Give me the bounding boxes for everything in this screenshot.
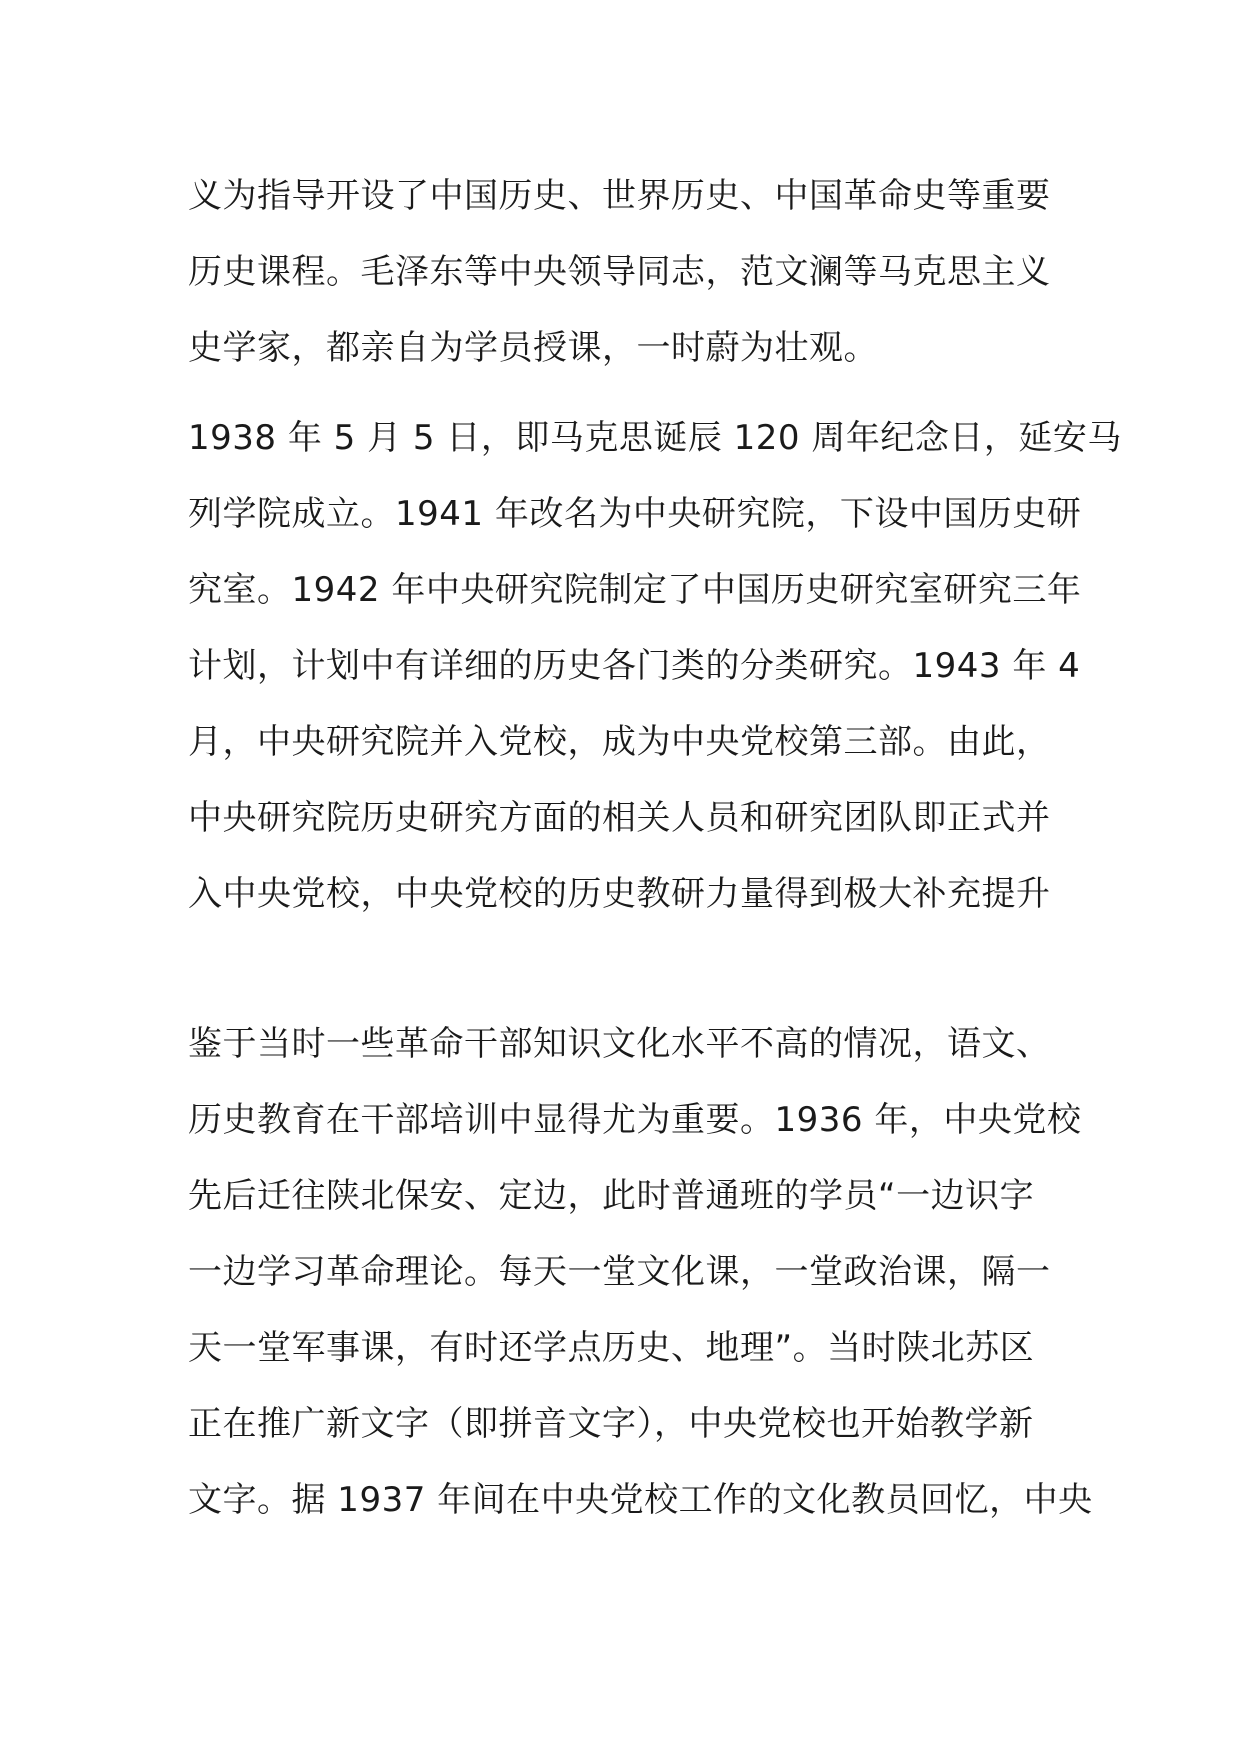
text-line: 1938 年 5 月 5 日，即马克思诞辰 120 周年纪念日，延安马 bbox=[188, 418, 1122, 458]
text-line: 天一堂军事课，有时还学点历史、地理”。当时陕北苏区 bbox=[188, 1328, 1035, 1368]
paragraph-3 bbox=[188, 1006, 1093, 1538]
text-line: 一边学习革命理论。每天一堂文化课，一堂政治课，隔一 bbox=[188, 1252, 1051, 1292]
text-line: 历史教育在干部培训中显得尤为重要。1936 年，中央党校 bbox=[188, 1100, 1082, 1140]
text-line: 文字。据 1937 年间在中央党校工作的文化教员回忆，中央 bbox=[188, 1480, 1093, 1520]
text-line: 鉴于当时一些革命干部知识文化水平不高的情况，语文、 bbox=[188, 1024, 1051, 1064]
text-line: 列学院成立。1941 年改名为中央研究院，下设中国历史研 bbox=[188, 494, 1082, 534]
text-line: 月，中央研究院并入党校，成为中央党校第三部。由此， bbox=[188, 722, 1051, 762]
text-line: 正在推广新文字（即拼音文字），中央党校也开始教学新 bbox=[188, 1404, 1034, 1444]
text-line: 究室。1942 年中央研究院制定了中国历史研究室研究三年 bbox=[188, 570, 1082, 610]
text-line: 中央研究院历史研究方面的相关人员和研究团队即正式并 bbox=[188, 798, 1051, 838]
paragraph-1 bbox=[188, 158, 1068, 386]
text-line: 史学家，都亲自为学员授课，一时蔚为壮观。 bbox=[188, 328, 878, 368]
text-line: 历史课程。毛泽东等中央领导同志，范文澜等马克思主义 bbox=[188, 252, 1051, 292]
text-line: 义为指导开设了中国历史、世界历史、中国革命史等重要 bbox=[188, 176, 1051, 216]
text-line: 计划，计划中有详细的历史各门类的分类研究。1943 年 4 bbox=[188, 646, 1081, 686]
text-line: 入中央党校，中央党校的历史教研力量得到极大补充提升 bbox=[188, 874, 1051, 914]
text-line: 先后迁往陕北保安、定边，此时普通班的学员“一边识字 bbox=[188, 1176, 1035, 1216]
paragraph-2 bbox=[188, 400, 1122, 932]
